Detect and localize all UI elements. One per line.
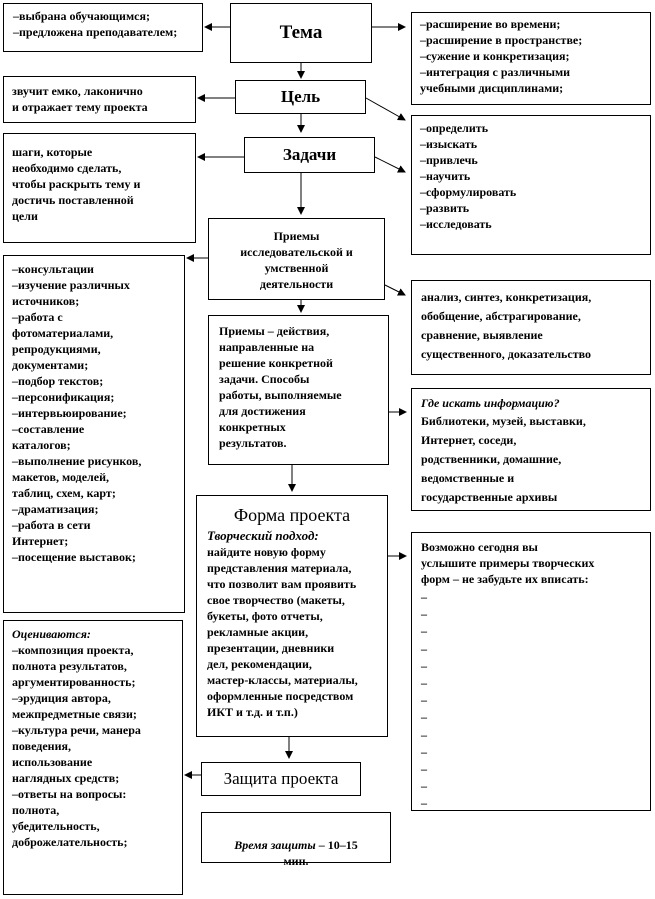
analysis-text: анализ, синтез, конкретизация, обобщение, абстрагирование, сравнение, выявление существенного, доказательство xyxy=(421,290,592,361)
form-box xyxy=(196,495,388,737)
defense-time-box xyxy=(201,812,391,868)
left-box-tasks-note xyxy=(3,133,196,243)
defense-time-label: Время защиты xyxy=(234,838,316,852)
left-box-evaluated xyxy=(3,620,183,895)
defense-time xyxy=(202,821,390,869)
research-methods-title: Приемы исследовательской и умственной деятельности xyxy=(240,229,353,291)
arrow-goal-to-right xyxy=(366,98,405,120)
theme-list: –расширение во времени; –расширение в пространстве; –сужение и конкретизация; –интеграция с различными учебными дисциплинами; xyxy=(420,17,583,95)
theme-box xyxy=(230,3,372,63)
examples-dashes: – – – – – – – – – – – – – xyxy=(421,590,427,811)
methods-list: –консультации –изучение различных источников; –работа с фотоматериалами, репродукциями, документами; –подбор текстов; –персонификация; –интервьюирование; –составление каталогов; –выполнение рисунков, макетов, моделей, таблиц, схем, карт; –драматизация; –работа в сети Интернет; –посещение выставок; xyxy=(12,262,142,564)
right-box-examples xyxy=(411,532,651,811)
tasks-title: Задачи xyxy=(282,145,337,164)
left-box-goal-note xyxy=(3,76,196,123)
actions-text: Приемы – действия, направленные на решение конкретной задачи. Способы работы, выполняемые для достижения конкретных результатов. xyxy=(219,324,342,450)
goal-box xyxy=(235,80,366,114)
where-body: Библиотеки, музей, выставки, Интернет, соседи, родственники, домашние, ведомственные и государственные архивы xyxy=(421,414,586,504)
arrow-tasks-to-right xyxy=(375,157,405,172)
form-subtitle: Творческий подход: xyxy=(207,528,319,543)
examples-intro: Возможно сегодня вы услышите примеры творческих форм – не забудьте их вписать: xyxy=(421,540,595,586)
tasks-box xyxy=(244,137,375,173)
actions-box xyxy=(208,315,389,465)
defense-box xyxy=(201,762,361,796)
left-box-selection xyxy=(3,3,203,52)
right-box-tasks-list xyxy=(411,115,651,255)
evaluated-title: Оцениваются: xyxy=(12,627,91,641)
defense-title: Защита проекта xyxy=(223,769,339,788)
evaluated-list: –композиция проекта, полнота результатов, аргументированность; –эрудиция автора, межпредметные связи; –культура речи, манера поведения, использование наглядных средств; –ответы на вопросы: полнота, убедительность, доброжелательность; xyxy=(12,643,141,849)
where-title: Где искать информацию? xyxy=(421,396,560,410)
left-box-methods xyxy=(3,255,185,613)
theme-title: Тема xyxy=(279,22,323,43)
goal-title: Цель xyxy=(280,87,321,106)
right-box-where xyxy=(411,388,651,511)
right-box-analysis xyxy=(411,280,651,375)
selection-text: –выбрана обучающимся; –предложена преподавателем; xyxy=(13,9,178,39)
defense-time-value: – 10–15 мин. xyxy=(283,838,358,868)
form-title: Форма проекта xyxy=(233,505,351,525)
tasks-note-text: шаги, которые необходимо сделать, чтобы раскрыть тему и достичь поставленной цели xyxy=(12,145,141,223)
research-methods-box xyxy=(208,218,385,300)
arrow-research-to-right xyxy=(385,285,405,295)
goal-note-text: звучит емко, лаконично и отражает тему проекта xyxy=(12,84,148,114)
tasks-list: –определить –изыскать –привлечь –научить –сформулировать –развить –исследовать xyxy=(420,121,517,231)
form-body: найдите новую форму представления материала, что позволит вам проявить свое творчество (макеты, букеты, фото отчеты, рекламные акции, презентации, дневники дел, рекомендации, мастер-классы, материалы, оформленные посредством ИКТ и т.д. и т.п.) xyxy=(207,545,358,719)
right-box-theme-list xyxy=(411,12,651,105)
